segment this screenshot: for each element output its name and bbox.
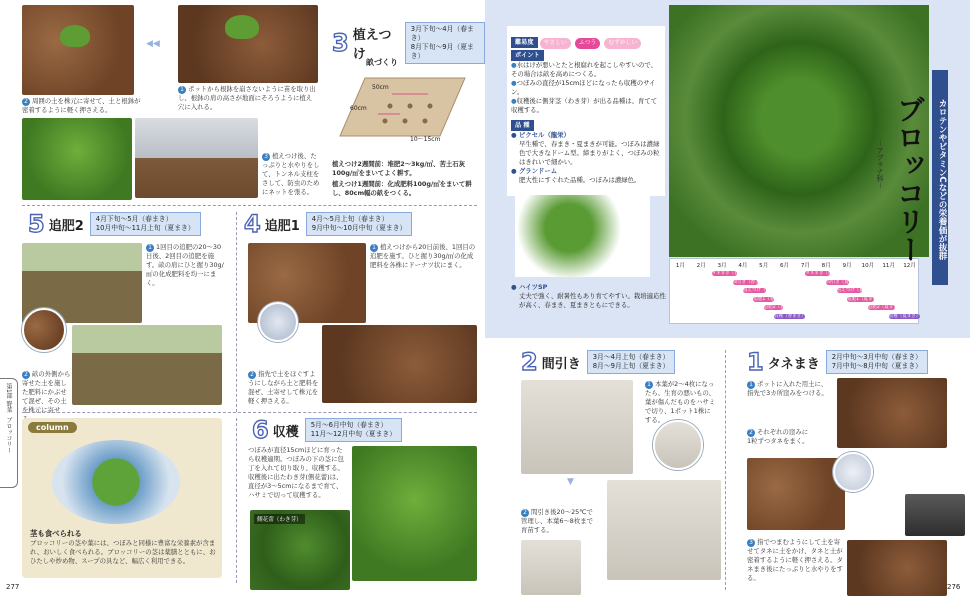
caption-step3-2 [22, 97, 144, 115]
point-item: ●つぼみの直径が15cmほどになったら収穫のサイン。 [511, 79, 656, 96]
calendar-bar: 植えつけ（春まき） [742, 288, 784, 293]
variety-desc: 早生種で、春まき・夏まきが可能。つぼみは濃緑色で大きなドーム型。締まりがよく、つぼみの粒はきれいで細かい。 [519, 140, 660, 166]
step-number: 2 [521, 348, 538, 376]
fertilizer-closeup [258, 302, 298, 342]
side-tab-label: 第1部 野菜 [5, 383, 12, 413]
variety-label: 品 種 [511, 120, 534, 131]
number-1-icon: 1 [178, 86, 186, 94]
calendar-month: 1月 [675, 263, 685, 269]
number-2-icon: 2 [747, 429, 755, 437]
step-number: 6 [252, 416, 269, 444]
calendar-month: 6月 [779, 263, 790, 269]
step-dates: 4月～5月上旬（春まき） 9月中旬～10月中旬（夏まき） [306, 212, 413, 236]
dim-60cm: 60cm [350, 105, 367, 112]
thinning-photo-1 [521, 380, 633, 474]
calendar-month: 4月 [738, 263, 748, 269]
fertilizer1-photo-2 [322, 325, 477, 403]
variety-desc: 肥大性にすぐれた品種。つぼみは濃緑色。 [519, 176, 641, 184]
dim-50cm: 50cm [372, 84, 389, 91]
seedling-tray-photo [905, 494, 965, 536]
calendar-bar: 間引き（春まき） [732, 279, 769, 285]
difficulty-row [511, 37, 643, 49]
number-1-icon: 1 [146, 244, 154, 252]
calendar-bar: 追肥2（夏まき） [867, 305, 903, 310]
difficulty-hard: むずかしい [604, 38, 641, 49]
step3-header [332, 22, 485, 64]
calendar-month: 11月 [882, 263, 896, 269]
calendar-bar: 間引き（夏まき） [826, 279, 863, 285]
divider-vertical [725, 350, 726, 590]
step-number: 1 [747, 348, 764, 376]
number-2-icon: 2 [521, 509, 529, 517]
calendar-bar: 追肥1（夏まき） [847, 296, 882, 302]
sowing-photo-3 [847, 540, 947, 596]
page-number: 276 [947, 583, 961, 591]
number-2-icon: 2 [248, 371, 256, 379]
step-dates: 3月～4月上旬（春まき） 8月～9月上旬（夏まき） [587, 350, 676, 374]
dim-spacing: 10～15cm [410, 136, 441, 143]
variety-name: ● ピクセル（龍栄） [511, 131, 570, 139]
divider-line [22, 412, 477, 413]
variety-name: ● ハイツSP [511, 283, 548, 291]
step-number: 4 [244, 210, 261, 238]
number-2-icon: 2 [22, 98, 30, 106]
stems-dish-photo [52, 440, 180, 524]
step1-header [747, 350, 928, 374]
calendar-month: 7月 [800, 263, 810, 269]
column-title: 茎も食べられる [30, 529, 82, 538]
number-3-icon: 3 [262, 153, 270, 161]
calendar-bar: 追肥2（春まき） [763, 305, 799, 310]
watering-photo [22, 118, 132, 200]
calendar-rows [670, 271, 921, 323]
sowing-photo-1 [837, 378, 947, 448]
step1-caption-1: 1 ポットに入れた用土に、指先で3カ所窪みをつける。 [747, 380, 828, 397]
step-title: 追肥1 [264, 218, 300, 234]
bed-note-a: 植えつけ2週間前：堆肥2～3kg/㎡、苦土石灰100g/㎡をまいてよく耕す。 [332, 160, 466, 177]
step-title: 追肥2 [48, 218, 84, 234]
caption-text: 植えつけ後、たっぷりと水やりをして、トンネル支柱をさして、防虫のためにネットを張る。 [262, 152, 320, 196]
seeds-closeup [833, 452, 873, 492]
calendar-bar: 収穫（夏まき） [888, 313, 921, 319]
thinning-photo-3 [521, 540, 581, 595]
step-title: タネまき [767, 356, 820, 372]
number-1-icon: 1 [645, 381, 653, 389]
variety-section [511, 120, 663, 185]
calendar-month: 3月 [717, 263, 727, 269]
divider-vertical [236, 212, 237, 412]
cultivation-calendar [669, 258, 919, 324]
step4-caption-1: 1 植えつけから20日前後、1回目の追肥を施す。ひと握り30g/㎡の化成肥料を各株にドーナツ状にまく。 [370, 243, 476, 269]
calendar-month: 2月 [696, 263, 706, 269]
step1-caption-3: 3 指でつまむようにして土を寄せてタネに土をかけ、タネと土が密着するように軽く押さえる。タネまき後にたっぷりと水やりをする。 [747, 538, 843, 582]
calendar-month: 9月 [842, 263, 852, 269]
arrow-left-icon: ◀◀ [146, 39, 160, 49]
calendar-months [670, 261, 918, 269]
step5-caption-2: 2 畝の外側から寄せた土を施した肥料にかぶせて混ぜ、その土を株元に寄せ [22, 370, 71, 414]
step-number: 3 [332, 29, 349, 57]
caption-text: ポットから根鉢を崩さないように苗を取り出し、根鉢の肩の高さが地面にそろうように植え穴に入れる。 [178, 85, 316, 111]
variety-name: ● グランドーム [511, 167, 558, 175]
difficulty-label: 難易度 [511, 37, 538, 48]
number-2-icon: 2 [22, 371, 30, 379]
step4-caption-2: 2 指先で土をほぐすようにしながら土と肥料を混ぜ、土寄せして株元を軽く押さえる。 [248, 370, 319, 405]
step-title: 植えつけ [352, 28, 392, 62]
point-item: ●収穫後に側芽茎（わき芽）が出る品種は、育てて収穫する。 [511, 97, 658, 114]
caption-step3-3 [262, 152, 320, 197]
variety-desc: 丈夫で強く、耐暑性もあり育てやすい。栽培適応性が高く、春まき、夏まきともにできる。 [519, 292, 666, 309]
calendar-bar: タネまき（春まき） [711, 271, 753, 276]
planting-photo-1 [22, 5, 134, 95]
step2-caption-1: 1 本葉が2～4枚になったら、生育の悪いもの、葉が傷んだものをハサミで切り、1ポット1株にする。 [645, 380, 716, 424]
right-page [485, 0, 970, 600]
step5-header [28, 212, 201, 236]
calendar-bar: 収穫（春まき） [774, 313, 806, 319]
divider-vertical [236, 418, 237, 583]
variety-3 [511, 283, 666, 310]
step-title: 間引き [541, 356, 581, 372]
calendar-bar: タネまき（夏まき） [805, 271, 846, 276]
step-dates: 2月中旬～3月中旬（春まき） 7月中旬～8月中旬（夏まき） [826, 350, 928, 374]
seedling-shape [225, 15, 259, 39]
side-shoot-tag: 側花蕾（わき芽） [254, 514, 305, 524]
difficulty-easy: やさしい [540, 38, 571, 49]
calendar-month: 12月 [903, 263, 916, 269]
tunnel-net-photo [135, 118, 258, 198]
seedling-shape [60, 25, 90, 47]
plant-title: ブロッコリー [893, 95, 926, 263]
point-section [511, 50, 663, 115]
calendar-month: 8月 [821, 263, 831, 269]
variety-photo [515, 195, 650, 277]
fertilizer2-photo-2 [72, 325, 222, 405]
fertilizer-closeup [22, 308, 66, 352]
plant-family: －アブラナ科－ [876, 140, 884, 189]
page-number: 277 [6, 583, 20, 591]
calendar-bar: 追肥1（春まき） [753, 296, 788, 302]
step2-header [521, 350, 675, 374]
step-dates: 5月～6月中旬（春まき） 11月～12月中旬（夏まき） [305, 418, 402, 442]
step2-caption-2: 2 間引き後20～25℃で管理し、本葉6～8枚まで育苗する。 [521, 508, 594, 534]
side-tab-label-2: ブロッコリー [5, 416, 12, 453]
arrow-down-icon: ▼ [567, 477, 574, 487]
side-tab [0, 378, 18, 488]
step1-caption-2: 2 それぞれの窪みに1粒ずつタネをまく。 [747, 428, 809, 445]
caption-text: 周囲の土を株元に寄せて、土と根鉢が密着するように軽く押さえる。 [22, 97, 141, 114]
number-1-icon: 1 [370, 244, 378, 252]
number-3-icon: 3 [747, 539, 755, 547]
step6-header [252, 418, 402, 442]
calendar-month: 10月 [861, 263, 875, 269]
tag-box: カロテンやビタミンCなどの栄養価が抜群 [932, 70, 948, 285]
point-item: ●水はけが悪いとたと根腐れを起こしやすいので、その場合は畝を高めにつくる。 [511, 61, 658, 78]
step5-caption-1: 1 1回目の追肥の20～30日後、2回目の追肥を施す。畝の肩にひと握り30g/㎡の化成肥料を均一にまく。 [146, 243, 224, 287]
divider-line [22, 205, 477, 206]
step-dates: 4月下旬～5月（春まき） 10月中旬～11月上旬（夏まき） [90, 212, 201, 236]
point-label: ポイント [511, 50, 544, 61]
column-box [22, 418, 222, 578]
number-1-icon: 1 [747, 381, 755, 389]
step-dates: 3月下旬～4月（春まき） 8月下旬～9月（夏まき） [405, 22, 485, 64]
scissors-closeup [653, 420, 703, 470]
calendar-month: 5月 [759, 263, 769, 269]
column-text: ブロッコリーの茎や葉には、つぼみと同様に豊富な栄養素が含まれ、おいしく食べられる。ブロッコリーの茎は薬膳とともに、おひたしや炒め物、スープの具など、幅広く利用できる。 [30, 539, 216, 565]
caption-step3-1 [178, 85, 318, 112]
sowing-photo-2 [747, 458, 845, 530]
bed-diagram-title: 畝づくり [366, 58, 398, 67]
difficulty-normal: ふつう [575, 38, 600, 49]
step-title: 収穫 [272, 424, 299, 440]
step6-caption: つぼみが直径15cmほどに育ったら収穫適期。つぼみの下の茎に包丁を入れて切り取り、収穫する。収穫後に出たわき芽(側花蕾)は、直径が3～5cmになるまで育て、ハサミで切って収穫する。 [248, 446, 344, 499]
step4-header [244, 212, 412, 236]
column-label: column [28, 422, 77, 433]
calendar-bar: 植えつけ（夏まき） [836, 288, 878, 293]
harvest-photo [352, 446, 477, 581]
bed-note-b: 植えつけ1週間前：化成肥料100g/㎡をまいて耕し、80cm幅の畝をつくる。 [332, 180, 472, 197]
step-number: 5 [28, 210, 45, 238]
thinning-photo-2 [607, 480, 721, 580]
